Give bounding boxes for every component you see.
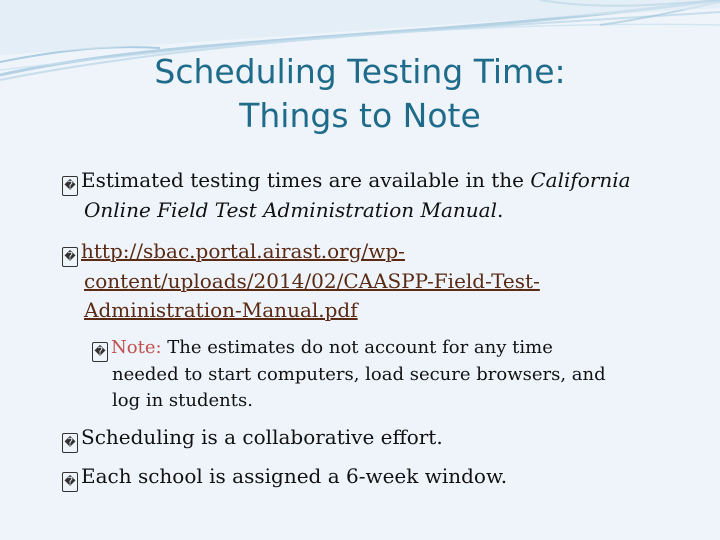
manual-link-line-2[interactable]: content/uploads/2014/02/CAASPP-Field-Test- xyxy=(84,269,540,293)
bullet-text-end: . xyxy=(496,198,504,222)
bullet-testing-times xyxy=(62,166,720,225)
bullet-marker: � xyxy=(62,433,78,453)
manual-title-part-1: California xyxy=(530,168,631,192)
bullet-window xyxy=(62,462,712,492)
title-line-2: Things to Note xyxy=(239,96,481,135)
bullet-manual-link xyxy=(62,237,702,325)
note-text-line-3: log in students. xyxy=(112,390,253,411)
bullet-scheduling xyxy=(62,423,712,453)
bullet-marker: � xyxy=(62,247,78,267)
manual-link-line-1[interactable]: http://sbac.portal.airast.org/wp- xyxy=(81,239,405,263)
note-label: Note: xyxy=(111,337,162,358)
slide-title xyxy=(0,50,720,138)
bullet-text: Scheduling is a collaborative effort. xyxy=(81,425,443,449)
bullet-marker: � xyxy=(62,176,78,196)
manual-title-part-2: Online Field Test Administration Manual xyxy=(84,198,497,222)
sub-bullet-note xyxy=(92,335,702,414)
bullet-marker: � xyxy=(92,342,108,362)
bullet-marker: � xyxy=(62,472,78,492)
manual-link-line-3[interactable]: Administration-Manual.pdf xyxy=(84,298,358,322)
note-text-line-2: needed to start computers, load secure browsers, and xyxy=(112,364,606,385)
note-text-line-1: The estimates do not account for any time xyxy=(161,337,553,358)
bullet-text: Estimated testing times are available in the xyxy=(81,168,531,192)
title-line-1: Scheduling Testing Time: xyxy=(154,52,566,91)
bullet-text: Each school is assigned a 6-week window. xyxy=(81,464,508,488)
